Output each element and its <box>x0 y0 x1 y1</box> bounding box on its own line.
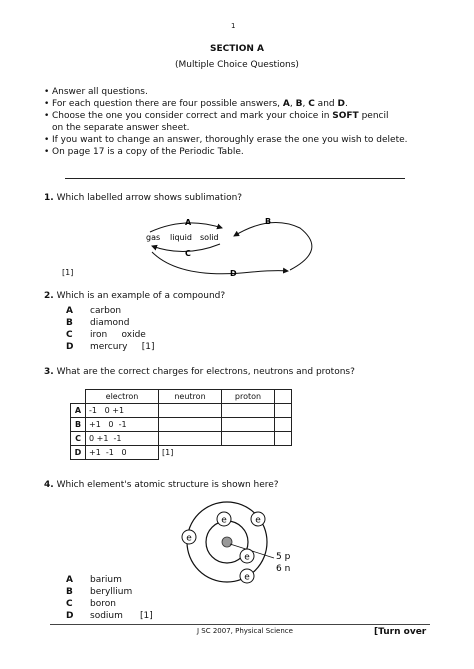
row-letter: A <box>71 404 86 418</box>
arrow-d <box>152 252 288 274</box>
footer-text: J SC 2007, Physical Science <box>197 627 293 635</box>
row-values: 0 +1 -1 <box>86 432 159 446</box>
option-text: mercury [1] <box>90 342 155 352</box>
row-letter: C <box>71 432 86 446</box>
instruction-item: • On page 17 is a copy of the Periodic Table. <box>44 147 244 157</box>
footer-divider <box>50 624 430 625</box>
proton-count: 5 p <box>276 552 291 562</box>
neutron-count: 6 n <box>276 564 291 574</box>
option-letter: C <box>66 599 73 609</box>
table-row <box>71 446 292 460</box>
state-gas: gas <box>146 233 161 242</box>
page-number: 1 <box>231 22 236 30</box>
instructions <box>44 86 444 158</box>
electron <box>240 549 254 563</box>
option-text: carbon <box>90 306 122 316</box>
row-values: +1 -1 0 <box>86 446 159 460</box>
q1-text: 1. Which labelled arrow shows sublimation? <box>44 193 243 203</box>
label-b: B <box>265 217 272 226</box>
instruction-item: • Choose the one you consider correct and mark your choice in SOFT pencil <box>44 111 389 121</box>
option-letter: B <box>66 587 73 597</box>
svg-text:e: e <box>244 552 250 563</box>
svg-text:e: e <box>255 515 261 526</box>
table-row <box>71 404 292 418</box>
label-a: A <box>185 218 192 227</box>
table-row <box>71 418 292 432</box>
option-letter: A <box>66 575 73 585</box>
electron <box>182 530 196 544</box>
option-letter: C <box>66 330 73 340</box>
q1-marks: [1] <box>62 268 74 277</box>
arrow-b <box>234 223 312 270</box>
electron <box>217 512 231 526</box>
nucleus <box>222 537 232 547</box>
svg-text:e: e <box>186 533 192 544</box>
q3-text: 3. What are the correct charges for electrons, neutrons and protons? <box>44 367 355 377</box>
col-proton: proton <box>222 390 275 404</box>
q2-text: 2. Which is an example of a compound? <box>44 291 226 301</box>
option-letter: D <box>66 611 74 621</box>
row-letter: B <box>71 418 86 432</box>
option-text: sodium [1] <box>90 611 153 621</box>
instruction-item: • Answer all questions. <box>44 87 148 97</box>
option-letter: B <box>66 318 73 328</box>
section-title: SECTION A <box>209 44 264 54</box>
option-letter: A <box>66 306 73 316</box>
option-text: boron <box>90 599 116 609</box>
charges-table <box>70 389 292 460</box>
state-solid: solid <box>200 233 219 242</box>
electron <box>251 512 265 526</box>
divider <box>65 178 405 179</box>
instruction-item: on the separate answer sheet. <box>52 123 190 133</box>
q4-text: 4. Which element's atomic structure is shown here? <box>44 480 279 490</box>
option-text: diamond <box>90 318 130 328</box>
col-electron: electron <box>86 390 159 404</box>
atom-diagram <box>170 500 300 586</box>
instruction-item: • For each question there are four possible answers, A, B, C and D. <box>44 99 348 109</box>
svg-text:e: e <box>221 515 227 526</box>
row-values: +1 0 -1 <box>86 418 159 432</box>
option-text: iron oxide <box>90 330 146 340</box>
label-c: C <box>185 249 191 258</box>
label-d: D <box>230 269 237 278</box>
electron <box>240 569 254 583</box>
option-text: barium <box>90 575 122 585</box>
section-subtitle: (Multiple Choice Questions) <box>175 60 299 70</box>
table-header-row <box>71 390 292 404</box>
option-text: beryllium <box>90 587 133 597</box>
instruction-item: • If you want to change an answer, thoroughly erase the one you wish to delete. <box>44 135 408 145</box>
col-neutron: neutron <box>159 390 222 404</box>
row-letter: D <box>71 446 86 460</box>
option-letter: D <box>66 342 74 352</box>
row-values: -1 0 +1 <box>86 404 159 418</box>
turn-over: [Turn over <box>374 627 427 637</box>
table-row <box>71 432 292 446</box>
q3-marks: [1] <box>162 448 174 458</box>
state-liquid: liquid <box>170 233 192 242</box>
svg-text:e: e <box>244 572 250 583</box>
states-of-matter-diagram <box>140 210 330 282</box>
